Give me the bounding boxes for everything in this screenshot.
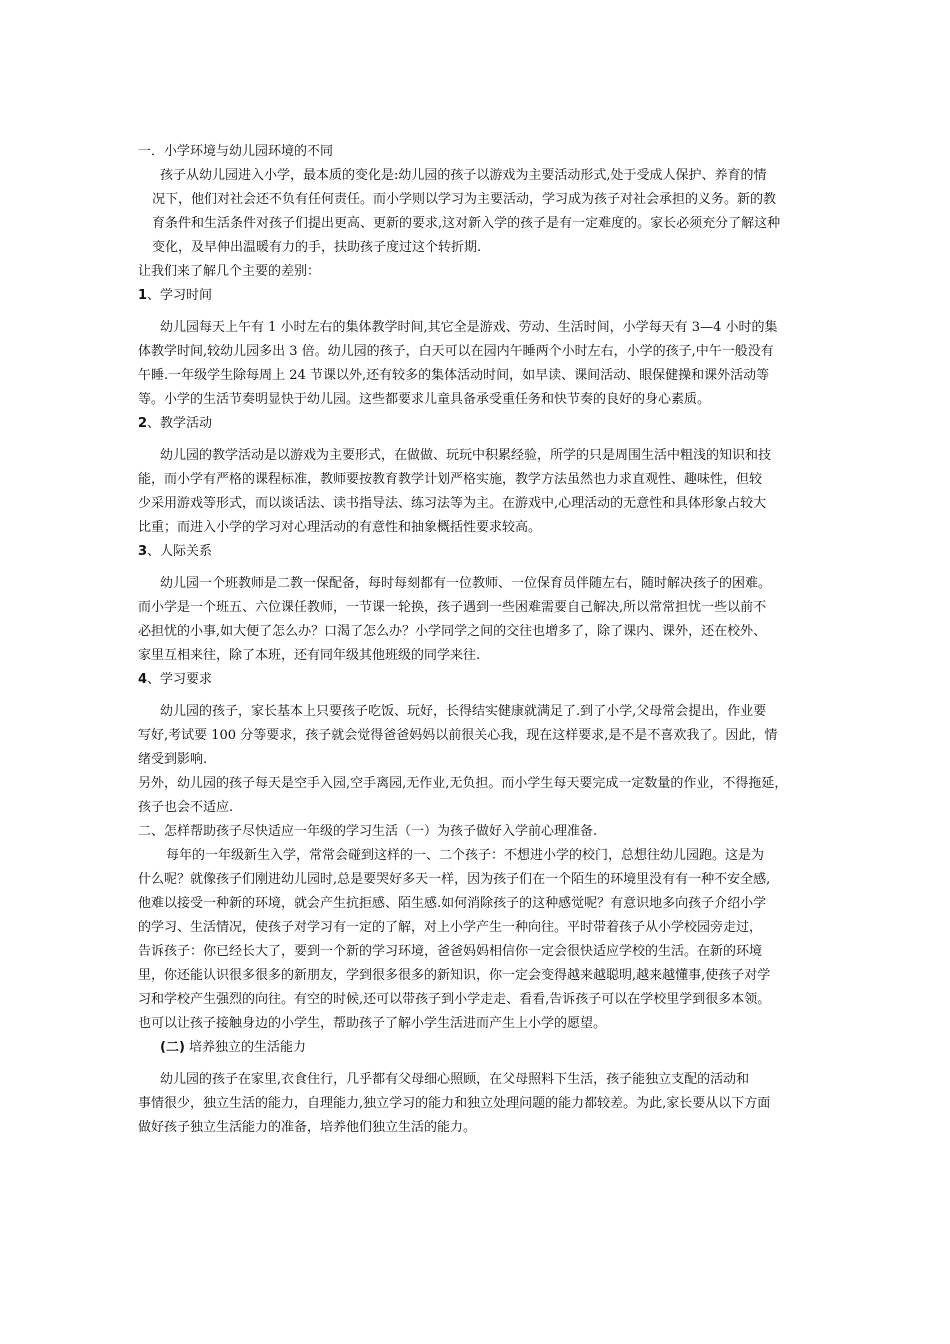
item-heading-4 <box>138 668 828 692</box>
document-page <box>138 140 828 1140</box>
section3-title: 培养独立的生活能力 <box>189 1040 307 1055</box>
item-title: 、学习时间 <box>147 288 213 303</box>
body-line: 幼儿园的孩子在家里,衣食住行，几乎都有父母细心照顾，在父母照料下生活，孩子能独立支配的活动和 <box>160 1072 750 1087</box>
item-heading-3 <box>138 540 828 564</box>
body-line: 幼儿园的教学活动是以游戏为主要形式，在做做、玩玩中积累经验，所学的只是周围生活中粗浅的知识和技 <box>160 448 772 463</box>
item-title: 、人际关系 <box>147 544 213 559</box>
body-line: 幼儿园每天上午有 1 小时左右的集体教学时间,其它全是游戏、劳动、生活时间，小学每天有 3—4 小时的集 <box>160 320 778 335</box>
body-line: 孩子从幼儿园进入小学，最本质的变化是:幼儿园的孩子以游戏为主要活动形式,处于受成人保护、养育的情 <box>160 168 767 183</box>
body-line: 的学习、生活情况，使孩子对学习有一定的了解，对上小学产生一种向往。平时带着孩子从小学校园旁走过， <box>138 920 763 935</box>
body-line: 孩子也会不适应. <box>138 800 234 815</box>
body-line: 等。小学的生活节奏明显快于幼儿园。这些都要求儿童具备承受重任务和快节奏的良好的身心素质。 <box>138 392 711 407</box>
body-line: 习和学校产生强烈的向往。有空的时候,还可以带孩子到小学走走、看看,告诉孩子可以在学校里学到很多本领。 <box>138 992 771 1007</box>
body-line: 每年的一年级新生入学，常常会碰到这样的一、二个孩子：不想进小学的校门，总想往幼儿园跑。这是为 <box>166 848 765 863</box>
body-line: 午睡.一年级学生除每周上 24 节课以外,还有较多的集体活动时间，如早读、课间活动、眼保健操和课外活动等 <box>138 368 770 383</box>
body-line: 比重；而进入小学的学习对心理活动的有意性和抽象概括性要求较高。 <box>138 520 542 535</box>
item-title: 、学习要求 <box>147 672 213 687</box>
body-line: 幼儿园的孩子，家长基本上只要孩子吃饭、玩好，长得结实健康就满足了.到了小学,父母常会提出，作业要 <box>160 704 767 719</box>
item-number: 4 <box>138 672 148 687</box>
body-line: 什么呢？就像孩子们刚进幼儿园时,总是要哭好多天一样，因为孩子们在一个陌生的环境里没有有一种不安全感, <box>138 872 771 887</box>
body-line: 幼儿园一个班教师是二教一保配备，每时每刻都有一位教师、一位保育员伴随左右，随时解决孩子的困难。 <box>160 576 772 591</box>
item-heading-1 <box>138 284 828 308</box>
body-line: 家里互相来往，除了本班，还有同年级其他班级的同学来往. <box>138 648 481 663</box>
body-line: 另外，幼儿园的孩子每天是空手入园,空手离园,无作业,无负担。而小学生每天要完成一定数量的作业，不得拖延， <box>138 776 788 791</box>
item-number: 2 <box>138 416 148 431</box>
section3-heading <box>138 1036 828 1060</box>
body-line: 必担忧的小事,如大便了怎么办？口渴了怎么办？小学同学之间的交往也增多了，除了课内、课外，还在校外、 <box>138 624 767 639</box>
body-line: 能，而小学有严格的课程标准，教师要按教育教学计划严格实施，教学方法虽然也力求直观性、趣味性，但较 <box>138 472 763 487</box>
item-number: 1 <box>138 288 148 303</box>
body-line: 少采用游戏等形式，而以谈话法、读书指导法、练习法等为主。在游戏中,心理活动的无意性和具体形象占较大 <box>138 496 767 511</box>
body-line: 他难以接受一种新的环境，就会产生抗拒感、陌生感.如何消除孩子的这种感觉呢？有意识地多向孩子介绍小学 <box>138 896 767 911</box>
item-title: 、教学活动 <box>147 416 213 431</box>
section3-label: (二) <box>160 1040 185 1055</box>
body-line: 做好孩子独立生活能力的准备，培养他们独立生活的能力。 <box>138 1120 477 1135</box>
item-heading-2 <box>138 412 828 436</box>
section1-title: 一．小学环境与幼儿园环境的不同 <box>138 144 334 159</box>
body-line: 也可以让孩子接触身边的小学生，帮助孩子了解小学生活进而产生上小学的愿望。 <box>138 1016 607 1031</box>
lead-line: 让我们来了解几个主要的差别： <box>138 264 321 279</box>
body-line: 体教学时间,较幼儿园多出 3 倍。幼儿园的孩子，白天可以在园内午睡两个小时左右，小学的孩子,中午一般没有 <box>138 344 774 359</box>
body-line: 绪受到影响. <box>138 752 208 767</box>
body-line: 事情很少，独立生活的能力，自理能力,独立学习的能力和独立处理问题的能力都较差。为此,家长要从以下方面 <box>138 1096 771 1111</box>
body-line: 而小学是一个班五、六位课任教师，一节课一轮换，孩子遇到一些困难需要自己解决,所以常常担忧一些以前不 <box>138 600 767 615</box>
body-line: 变化，及早伸出温暖有力的手，扶助孩子度过这个转折期. <box>152 240 482 255</box>
body-line: 告诉孩子：你已经长大了，要到一个新的学习环境，爸爸妈妈相信你一定会很快适应学校的生活。在新的环境 <box>138 944 763 959</box>
body-line: 里，你还能认识很多很多的新朋友，学到很多很多的新知识，你一定会变得越来越聪明,越来越懂事,使孩子对学 <box>138 968 771 983</box>
body-line: 育条件和生活条件对孩子们提出更高、更新的要求,这对新入学的孩子是有一定难度的。家长必须充分了解这种 <box>152 216 781 231</box>
item-number: 3 <box>138 544 148 559</box>
section2-title: 二、怎样帮助孩子尽快适应一年级的学习生活（一）为孩子做好入学前心理准备. <box>138 824 598 839</box>
body-line: 况下，他们对社会还不负有任何责任。而小学则以学习为主要活动，学习成为孩子对社会承担的义务。新的教 <box>152 192 777 207</box>
body-line: 写好,考试要 100 分等要求，孩子就会觉得爸爸妈妈以前很关心我，现在这样要求,是不是不喜欢我了。因此，情 <box>138 728 778 743</box>
